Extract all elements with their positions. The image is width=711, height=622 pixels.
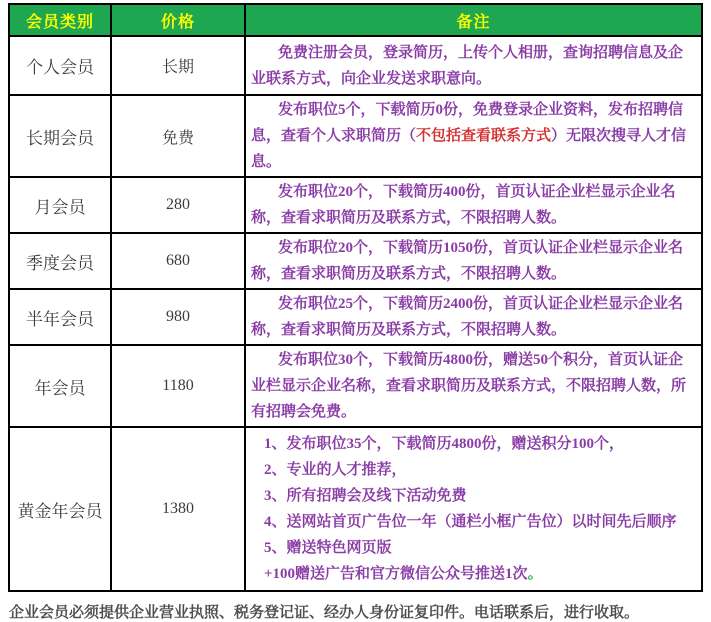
membership-table-body <box>9 36 702 591</box>
note-line <box>264 483 693 509</box>
note-line <box>251 347 693 425</box>
note-text-segment: 发布职位20个，下载简历400份，首页认证企业栏显示企业名称，查看求职简历及联系方式，不限招聘人数。 <box>251 184 676 226</box>
note-text-segment: 免费注册会员，登录简历，上传个人相册，查询招聘信息及企业联系方式，向企业发送求职意向。 <box>251 44 684 87</box>
price-cell: 1180 <box>111 345 245 427</box>
note-text-segment: +100赠送广告和官方微信公众号推送1次 <box>264 566 528 582</box>
notes-cell <box>245 233 702 289</box>
note-line <box>264 431 693 457</box>
note-text-segment: 3、所有招聘会及线下活动免费 <box>264 488 467 504</box>
category-cell: 长期会员 <box>9 95 111 177</box>
notes-cell <box>245 95 702 177</box>
note-text-segment: 5、赠送特色网页版 <box>264 540 392 556</box>
price-cell: 1380 <box>111 427 245 591</box>
table-row <box>9 233 702 289</box>
price-cell: 280 <box>111 177 245 233</box>
category-cell: 黄金年会员 <box>9 427 111 591</box>
note-line <box>251 40 693 92</box>
category-cell: 月会员 <box>9 177 111 233</box>
note-text-segment: 发布职位30个，下载简历4800份，赠送50个积分，首页认证企业栏显示企业名称，查看求职简历及联系方式，不限招聘人数，所有招聘会免费。 <box>251 352 687 420</box>
category-cell: 半年会员 <box>9 289 111 345</box>
note-text-segment: 不包括查看联系方式 <box>416 128 552 144</box>
category-cell: 个人会员 <box>9 36 111 95</box>
note-text-segment: 2、专业的人才推荐， <box>264 462 407 478</box>
note-line <box>264 509 693 535</box>
table-row <box>9 177 702 233</box>
note-text-segment: 发布职位20个，下载简历1050份，首页认证企业栏显示企业名称，查看求职简历及联系方式，不限招聘人数。 <box>251 240 684 282</box>
note-text-segment: 发布职位5个，下载简历0份，免费登录企业资料，发布招聘信息，查看个人求职简历（ <box>251 102 684 144</box>
table-row <box>9 289 702 345</box>
price-cell: 免费 <box>111 95 245 177</box>
note-line <box>251 291 693 343</box>
notes-cell <box>245 427 702 591</box>
column-header-notes: 备注 <box>245 4 702 36</box>
note-line <box>264 561 693 587</box>
table-header-row <box>9 4 702 36</box>
notes-cell <box>245 36 702 95</box>
price-cell: 980 <box>111 289 245 345</box>
note-text-segment: 。 <box>527 566 543 582</box>
table-row <box>9 427 702 591</box>
note-line <box>251 179 693 231</box>
note-text-segment: ）无限次搜寻人才信息。 <box>251 128 687 170</box>
note-line <box>264 535 693 561</box>
table-row <box>9 36 702 95</box>
price-cell: 680 <box>111 233 245 289</box>
note-line <box>251 235 693 287</box>
notes-cell <box>245 289 702 345</box>
note-text-segment: 4、送网站首页广告位一年（通栏小框广告位）以时间先后顺序 <box>264 514 677 530</box>
table-row <box>9 345 702 427</box>
note-line <box>264 457 693 483</box>
column-header-price: 价格 <box>111 4 245 36</box>
membership-pricing-table <box>8 3 703 592</box>
note-text-segment: 发布职位25个，下载简历2400份，首页认证企业栏显示企业名称，查看求职简历及联系方式，不限招聘人数。 <box>251 296 684 338</box>
category-cell: 季度会员 <box>9 233 111 289</box>
note-line <box>251 97 693 175</box>
price-cell: 长期 <box>111 36 245 95</box>
note-text-segment: 1、发布职位35个，下载简历4800份，赠送积分100个， <box>264 436 625 452</box>
notes-cell <box>245 177 702 233</box>
table-row <box>9 95 702 177</box>
footer-note: 企业会员必须提供企业营业执照、税务登记证、经办人身份证复印件。电话联系后，进行收取。 <box>9 605 640 621</box>
notes-cell <box>245 345 702 427</box>
category-cell: 年会员 <box>9 345 111 427</box>
column-header-category: 会员类别 <box>9 4 111 36</box>
